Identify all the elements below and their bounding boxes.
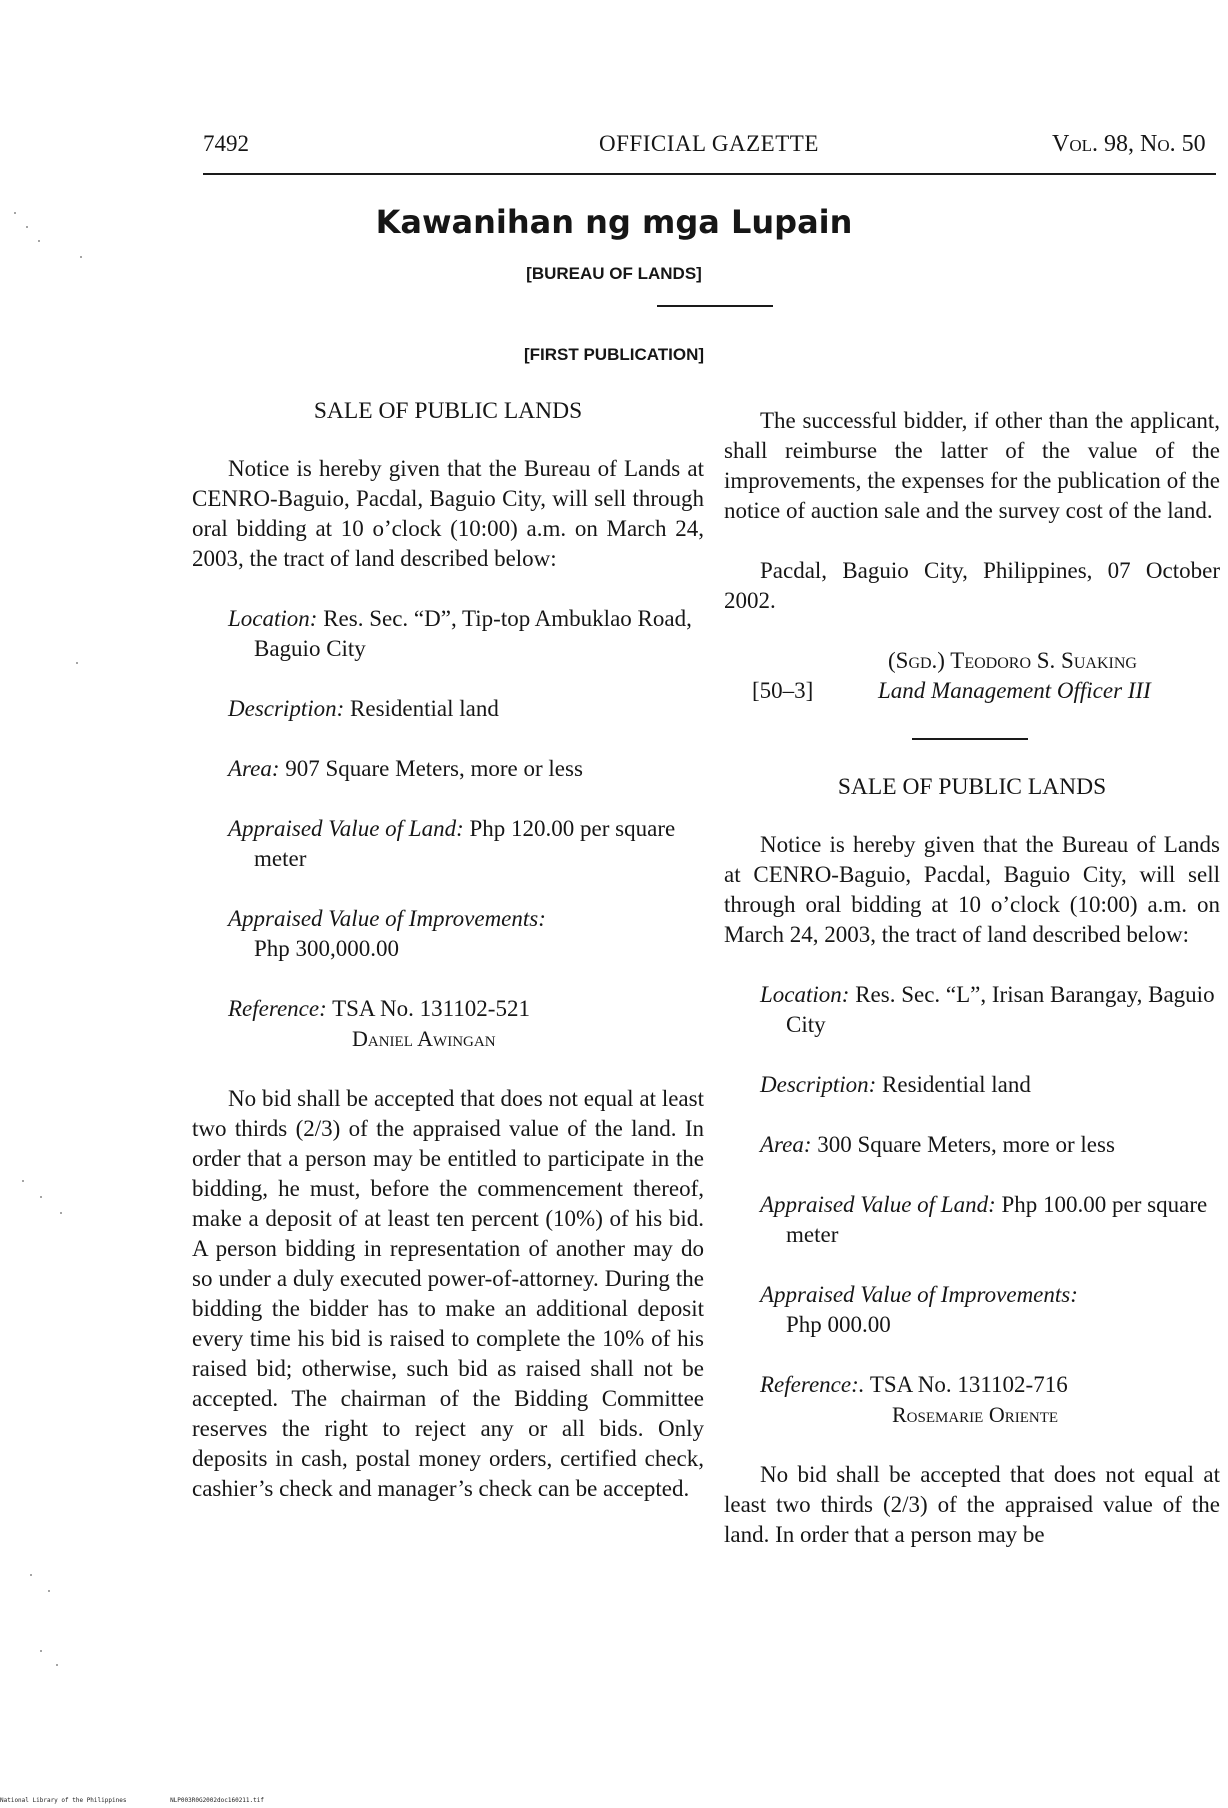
signatory-position: Land Management Officer III [878,678,1151,703]
notice2-improvements [760,1280,1220,1340]
notice1-reference-number: TSA No. 131102-521 [332,996,530,1021]
notice1-location [228,604,704,664]
notice1-intro: Notice is hereby given that the Bureau of Lands at CENRO-Baguio, Pacdal, Baguio City, will sell through oral bidding at 10 o’clock (10:00) a.m. on March 24, 2003, the tract of land described below: [192,456,704,571]
notice2-improvements-label: Appraised Value of Improvements: [760,1282,1078,1307]
notice1-land-value [228,814,704,874]
header-rule [203,173,1216,175]
notice2-land-value-label: Appraised Value of Land: [760,1192,996,1217]
notice1-land-value-amount: Php 120.00 per square meter [254,816,676,871]
title-divider [657,305,773,307]
publication-note: [FIRST PUBLICATION] [523,345,705,364]
notice1-description [228,694,704,724]
agency-title: Kawanihan ng mga Lupain [375,203,853,241]
notice2-location-value: Res. Sec. “L”, Irisan Barangay, Baguio City [786,982,1215,1037]
notice1-area-value: 907 Square Meters, more or less [285,756,583,781]
footer-library: National Library of the Philippines [0,1797,127,1804]
agency-english-title: [BUREAU OF LANDS] [526,264,702,283]
scan-speck [38,240,40,242]
notice2-reference [760,1370,1220,1430]
page-number: 7492 [203,131,249,156]
notice1-title: SALE OF PUBLIC LANDS [313,398,583,424]
notice1-area-label: Area: [228,756,280,781]
notice1-area [228,754,704,784]
scan-speck [22,1180,24,1182]
scan-speck [56,1664,58,1666]
scan-footer [0,1797,304,1804]
notice1-reference-name: Daniel Awingan [352,1026,496,1051]
notice2-reference-label: Reference:. [760,1372,865,1397]
notice1-reference-label: Reference: [228,996,327,1021]
notice1-reimbursement: The successful bidder, if other than the applicant, shall reimburse the latter of the value of the improvements, the expenses for the publication of the notice of auction sale and the survey cost of the land. [724,408,1220,523]
notice2-title: SALE OF PUBLIC LANDS [837,774,1107,800]
notice2-description-value: Residential land [882,1072,1031,1097]
notice1-description-label: Description: [228,696,345,721]
notice1-signature-block [724,646,1220,708]
scan-speck [40,1650,42,1652]
notice1-description-value: Residential land [350,696,499,721]
scan-speck [76,662,78,664]
notice2-description [760,1070,1220,1100]
notice2-intro: Notice is hereby given that the Bureau of Lands at CENRO-Baguio, Pacdal, Baguio City, will sell through oral bidding at 10 o’clock (10:00) a.m. on March 24, 2003, the tract of land described below: [724,832,1220,947]
notice-divider [912,738,1028,740]
notice2-description-label: Description: [760,1072,877,1097]
scan-speck [14,212,16,214]
footer-file: NLP003R0G2002doc160211.tif [170,1797,264,1804]
notice1-place-date: Pacdal, Baguio City, Philippines, 07 October 2002. [724,558,1220,613]
notice2-area-value: 300 Square Meters, more or less [817,1132,1115,1157]
notice1-location-label: Location: [228,606,318,631]
notice2-land-value [760,1190,1220,1250]
signatory-name: (Sgd.) Teodoro S. Suaking [888,648,1137,673]
notice2-land-value-amount: Php 100.00 per square meter [786,1192,1208,1247]
scan-speck [30,1574,32,1576]
notice1-land-value-label: Appraised Value of Land: [228,816,464,841]
notice1-reference [228,994,704,1054]
notice2-reference-number: TSA No. 131102-716 [869,1372,1068,1397]
scan-speck [26,226,28,228]
notice1-improvements [228,904,704,964]
scan-speck [80,256,82,258]
scan-speck [40,1196,42,1198]
scan-speck [60,1212,62,1214]
notice2-area [760,1130,1220,1160]
notice1-location-value: Res. Sec. “D”, Tip-top Ambuklao Road, Baguio City [254,606,692,661]
left-column [192,396,704,1504]
publication-title: OFFICIAL GAZETTE [599,131,819,156]
notice2-location-label: Location: [760,982,850,1007]
notice2-area-label: Area: [760,1132,812,1157]
notice2-conditions: No bid shall be accepted that does not equal at least two thirds (2/3) of the appraised value of the land. In order that a person may be [724,1462,1220,1547]
notice1-improvements-label: Appraised Value of Improvements: [228,906,546,931]
notice1-conditions: No bid shall be accepted that does not equal at least two thirds (2/3) of the appraised value of the land. In order that a person may be entitled to participate in the bidding, he must, before the commencement thereof, make a deposit of at least ten percent (10%) of his bid. A person bidding in representation of another may do so under a duly executed power-of-attorney. During the bidding the bidder has to make an additional deposit every time his bid is raised to complete the 10% of his raised bid; otherwise, such bid as raised shall not be accepted. The chairman of the Bidding Committee reserves the right to reject any or all bids. Only deposits in cash, postal money orders, certified check, cashier’s check and manager’s check can be accepted. [192,1086,704,1501]
notice1-improvements-amount: Php 300,000.00 [254,936,400,961]
volume-number: Vol. 98, No. 50 [1052,131,1206,157]
notice2-improvements-amount: Php 000.00 [786,1312,891,1337]
right-column [724,406,1220,1550]
notice2-location [760,980,1220,1040]
notice2-reference-name: Rosemarie Oriente [892,1402,1059,1427]
issue-code: [50–3] [752,678,814,703]
scan-speck [48,1590,50,1592]
